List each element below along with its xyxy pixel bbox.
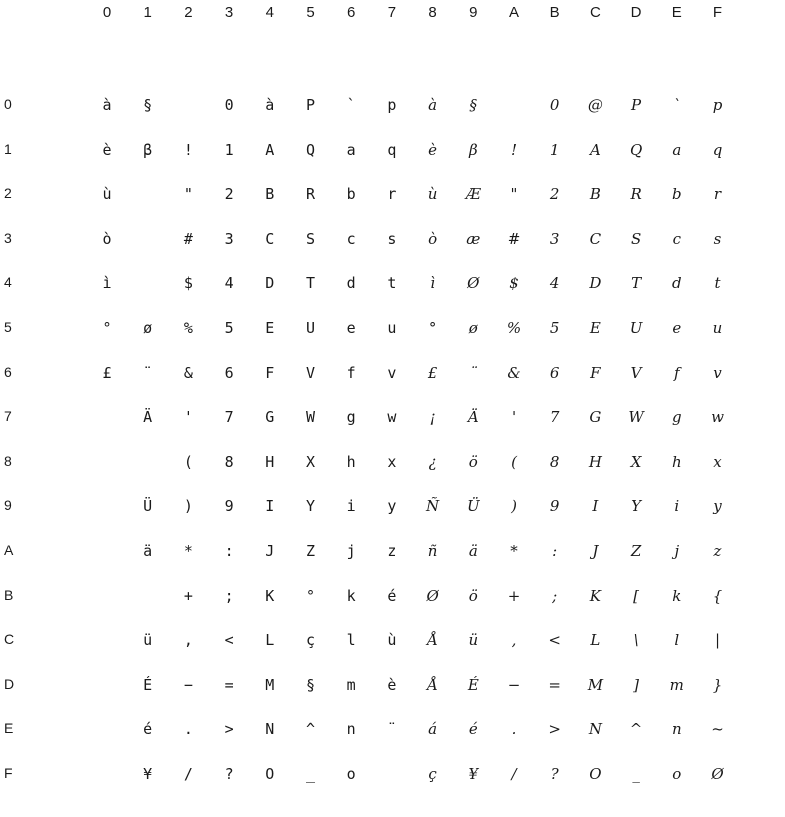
glyph-cell: 7 [224, 408, 234, 427]
glyph-cell: £ [427, 363, 438, 382]
glyph-cell: T [305, 274, 316, 293]
column-header: 3 [224, 4, 234, 21]
glyph-cell: Z [305, 542, 316, 560]
glyph-cell: ^ [305, 720, 316, 739]
column-header: 9 [469, 4, 478, 21]
row-header: 7 [4, 408, 12, 425]
glyph-cell: = [548, 675, 561, 694]
glyph-cell: à [102, 96, 112, 114]
glyph-cell: h [671, 452, 682, 471]
glyph-cell: D [589, 274, 602, 293]
row-header: 6 [4, 363, 12, 380]
glyph-cell: r [713, 185, 722, 204]
glyph-cell: + [183, 586, 193, 605]
glyph-cell: j [674, 542, 680, 560]
glyph-cell: É [143, 675, 153, 694]
glyph-cell: 2 [549, 185, 560, 204]
glyph-cell: é [468, 720, 478, 739]
glyph-cell: m [669, 675, 684, 694]
glyph-cell: G [265, 408, 275, 427]
glyph-cell: e [672, 319, 682, 337]
glyph-cell: $ [183, 274, 193, 293]
glyph-cell: X [630, 452, 642, 471]
glyph-cell: p [387, 96, 397, 114]
glyph-cell: N [588, 720, 602, 739]
glyph-cell: m [346, 675, 356, 694]
row-header: 4 [4, 274, 12, 291]
glyph-cell: J [265, 542, 275, 560]
row-header: B [4, 586, 14, 603]
row-header: 8 [4, 452, 12, 469]
glyph-cell: f [346, 363, 356, 382]
glyph-cell: £ [102, 363, 112, 382]
glyph-cell: c [672, 229, 681, 248]
glyph-cell: V [305, 363, 316, 382]
glyph-cell: ° [305, 586, 316, 605]
glyph-cell: Y [631, 497, 642, 516]
glyph-cell: 5 [549, 319, 560, 337]
glyph-cell: 5 [224, 319, 234, 337]
glyph-cell: 8 [224, 452, 234, 471]
glyph-cell: β [468, 140, 478, 159]
glyph-cell: 8 [549, 452, 560, 471]
glyph-cell: U [305, 319, 316, 337]
glyph-cell: b [671, 185, 682, 204]
glyph-cell: > [224, 720, 234, 739]
glyph-cell: ~ [711, 720, 724, 739]
glyph-cell: é [387, 586, 397, 605]
glyph-cell: ! [510, 140, 518, 159]
glyph-cell: y [387, 497, 397, 516]
glyph-cell: Z [630, 542, 642, 560]
column-header: 8 [428, 4, 437, 21]
glyph-cell: G [589, 408, 602, 427]
glyph-cell: 1 [224, 140, 234, 159]
row-header: 2 [4, 185, 12, 202]
glyph-cell: J [592, 542, 599, 560]
glyph-cell: ¥ [468, 765, 479, 783]
row-header: F [4, 765, 13, 781]
glyph-cell: . [183, 720, 193, 739]
row-header: 5 [4, 319, 12, 335]
glyph-cell: Y [305, 497, 316, 516]
glyph-cell: è [102, 140, 112, 159]
column-header: 1 [143, 4, 152, 21]
glyph-cell: F [265, 363, 275, 382]
glyph-cell: § [469, 96, 478, 114]
glyph-cell: w [387, 408, 397, 427]
glyph-cell: { [712, 586, 723, 605]
glyph-cell: Ø [711, 765, 724, 783]
glyph-cell: F [590, 363, 601, 382]
glyph-cell: & [183, 363, 193, 382]
row-header: D [4, 675, 15, 692]
glyph-cell: B [265, 185, 275, 204]
glyph-cell: v [387, 363, 397, 382]
glyph-cell: c [346, 229, 356, 248]
row-header: 1 [4, 140, 12, 157]
glyph-cell: b [346, 185, 356, 204]
glyph-cell: M [265, 675, 275, 694]
column-header: C [589, 4, 601, 21]
glyph-cell: 0 [549, 96, 560, 114]
glyph-cell: < [224, 631, 234, 650]
glyph-cell: z [387, 542, 397, 560]
glyph-cell: ò [102, 229, 112, 248]
glyph-cell: ø [468, 319, 478, 337]
glyph-cell: ( [183, 452, 193, 471]
glyph-cell: n [671, 720, 682, 739]
glyph-cell: ; [552, 586, 558, 605]
glyph-cell: Q [629, 140, 643, 159]
glyph-cell: ] [633, 675, 640, 694]
glyph-cell: a [672, 140, 682, 159]
glyph-cell: ü [468, 631, 479, 650]
column-header: E [671, 4, 682, 21]
glyph-cell: x [387, 452, 397, 471]
glyph-cell: l [674, 631, 680, 650]
glyph-cell: % [183, 319, 193, 337]
glyph-cell: ) [183, 497, 193, 516]
glyph-cell: P [305, 96, 316, 114]
glyph-cell: æ [466, 229, 481, 248]
glyph-cell: , [511, 631, 517, 650]
glyph-cell: r [387, 185, 397, 204]
glyph-cell: } [712, 675, 723, 694]
glyph-cell: h [346, 452, 356, 471]
glyph-cell: è [387, 675, 397, 694]
glyph-cell: @ [587, 96, 603, 114]
column-header: 6 [347, 4, 356, 21]
glyph-cell: K [589, 586, 601, 605]
glyph-cell: § [305, 675, 316, 694]
glyph-cell: ( [511, 452, 517, 471]
glyph-cell: ° [102, 319, 112, 337]
glyph-cell: e [346, 319, 356, 337]
glyph-cell: é [143, 720, 153, 739]
glyph-cell: ¡ [429, 408, 436, 427]
glyph-cell: : [224, 542, 234, 560]
glyph-cell: á [428, 720, 438, 739]
glyph-cell: " [510, 185, 518, 204]
glyph-cell: ç [305, 631, 316, 650]
glyph-cell: K [265, 586, 275, 605]
glyph-cell: ù [387, 631, 397, 650]
glyph-cell: ö [468, 586, 478, 605]
column-header: 0 [102, 4, 112, 21]
glyph-cell: = [224, 675, 234, 694]
glyph-cell: ? [550, 765, 559, 783]
glyph-cell: è [428, 140, 438, 159]
glyph-cell: ñ [427, 542, 438, 560]
glyph-cell: R [630, 185, 642, 204]
glyph-cell: I [265, 497, 275, 516]
glyph-cell: 0 [224, 96, 234, 114]
glyph-cell: Ñ [426, 497, 440, 516]
glyph-cell: ) [511, 497, 517, 516]
glyph-cell: d [671, 274, 682, 293]
glyph-cell: > [548, 720, 561, 739]
glyph-cell: ' [511, 408, 517, 427]
glyph-cell: ` [346, 96, 356, 114]
glyph-cell: f [674, 363, 680, 382]
glyph-cell: 4 [224, 274, 234, 293]
glyph-cell: ? [224, 765, 234, 783]
glyph-cell: W [305, 408, 316, 427]
glyph-cell: S [630, 229, 642, 248]
column-header: 2 [184, 4, 193, 21]
glyph-cell: t [387, 274, 397, 293]
glyph-cell: i [674, 497, 680, 516]
glyph-cell: k [346, 586, 356, 605]
column-header: 7 [387, 4, 397, 21]
glyph-cell: ö [468, 452, 478, 471]
glyph-cell: 4 [549, 274, 560, 293]
glyph-cell: p [712, 96, 723, 114]
glyph-cell: H [265, 452, 275, 471]
glyph-cell: u [387, 319, 397, 337]
glyph-cell: Ø [426, 586, 439, 605]
glyph-cell: T [631, 274, 642, 293]
glyph-cell: ¨ [469, 363, 478, 382]
glyph-cell: 9 [549, 497, 560, 516]
glyph-cell: ¨ [143, 363, 153, 382]
glyph-cell: l [346, 631, 356, 650]
glyph-cell: * [183, 542, 193, 560]
glyph-cell: , [183, 631, 193, 650]
glyph-cell: [ [633, 586, 640, 605]
glyph-cell: ü [143, 631, 153, 650]
column-header: B [549, 4, 560, 21]
glyph-cell: P [631, 96, 642, 114]
glyph-cell: 9 [224, 497, 234, 516]
glyph-cell: d [346, 274, 356, 293]
glyph-cell: / [511, 765, 517, 783]
glyph-cell: C [589, 229, 602, 248]
glyph-cell: ç [428, 765, 437, 783]
glyph-cell: 3 [549, 229, 560, 248]
column-header: 5 [306, 4, 315, 21]
glyph-cell: u [712, 319, 723, 337]
glyph-cell: − [183, 675, 193, 694]
glyph-cell: É [467, 675, 479, 694]
glyph-cell: C [265, 229, 275, 248]
glyph-cell: v [713, 363, 722, 382]
glyph-cell: ì [430, 274, 435, 293]
glyph-cell: ! [183, 140, 193, 159]
glyph-cell: " [183, 185, 193, 204]
glyph-cell: H [588, 452, 602, 471]
glyph-cell: M [587, 675, 604, 694]
column-header: D [630, 4, 642, 21]
glyph-cell: ¿ [428, 452, 437, 471]
glyph-cell: ¨ [387, 720, 397, 739]
glyph-cell: S [305, 229, 316, 248]
glyph-cell: o [672, 765, 682, 783]
glyph-cell: 7 [549, 408, 560, 427]
glyph-cell: à [428, 96, 438, 114]
glyph-cell: à [265, 96, 275, 114]
glyph-cell: Ä [467, 408, 479, 427]
glyph-cell: N [265, 720, 275, 739]
glyph-cell: # [507, 229, 521, 248]
glyph-cell: x [713, 452, 722, 471]
glyph-cell: _ [632, 765, 640, 783]
glyph-cell: − [507, 675, 521, 694]
glyph-cell: I [592, 497, 599, 516]
glyph-cell: * [510, 542, 518, 560]
glyph-cell: t [714, 274, 721, 293]
row-header: C [4, 631, 15, 648]
glyph-cell: β [143, 140, 153, 159]
glyph-cell: y [713, 497, 722, 516]
glyph-cell: z [713, 542, 722, 560]
glyph-cell: B [589, 185, 601, 204]
glyph-cell: ä [468, 542, 478, 560]
glyph-cell: w [711, 408, 724, 427]
glyph-cell: % [506, 319, 522, 337]
row-header: 9 [4, 497, 12, 514]
glyph-cell: ù [427, 185, 438, 204]
glyph-cell: Å [427, 675, 439, 694]
glyph-cell: O [265, 765, 275, 783]
glyph-cell: L [265, 631, 275, 650]
glyph-cell: Ü [466, 497, 480, 516]
glyph-cell: : [552, 542, 558, 560]
glyph-cell: § [143, 96, 153, 114]
glyph-cell: U [629, 319, 643, 337]
glyph-cell: s [713, 229, 722, 248]
glyph-cell: ; [224, 586, 234, 605]
glyph-cell: q [387, 140, 397, 159]
glyph-cell: < [548, 631, 561, 650]
glyph-cell: # [183, 229, 193, 248]
glyph-cell: $ [509, 274, 519, 293]
glyph-cell: o [346, 765, 356, 783]
glyph-cell: ° [428, 319, 437, 337]
glyph-cell: + [507, 586, 521, 605]
glyph-cell: \ [633, 631, 639, 650]
glyph-cell: A [589, 140, 601, 159]
glyph-cell: ä [143, 542, 153, 560]
glyph-cell: V [630, 363, 642, 382]
glyph-cell: 6 [224, 363, 234, 382]
glyph-cell: q [712, 140, 723, 159]
glyph-cell: W [628, 408, 644, 427]
glyph-cell: a [346, 140, 356, 159]
glyph-cell: 2 [224, 185, 234, 204]
column-header: F [712, 4, 723, 21]
glyph-cell: X [305, 452, 316, 471]
glyph-cell: g [671, 408, 682, 427]
glyph-cell: E [589, 319, 601, 337]
glyph-cell: | [714, 631, 721, 650]
glyph-cell: E [265, 319, 275, 337]
glyph-cell: ¥ [143, 765, 153, 783]
glyph-cell: ^ [629, 720, 643, 739]
glyph-cell: j [346, 542, 356, 560]
glyph-cell: L [590, 631, 601, 650]
glyph-cell: Å [427, 631, 439, 650]
glyph-cell: R [305, 185, 316, 204]
glyph-cell: 1 [549, 140, 560, 159]
glyph-cell: g [346, 408, 356, 427]
row-header: E [4, 720, 14, 737]
row-header: 0 [4, 96, 12, 112]
glyph-cell: s [387, 229, 397, 248]
glyph-cell: O [589, 765, 602, 783]
column-header: 4 [265, 4, 274, 21]
glyph-cell: & [507, 363, 521, 382]
glyph-cell: Ü [143, 497, 153, 516]
glyph-cell: ` [673, 96, 681, 114]
glyph-cell: A [265, 140, 275, 159]
glyph-cell: ø [143, 319, 153, 337]
glyph-cell: k [672, 586, 682, 605]
glyph-cell: Ø [467, 274, 480, 293]
glyph-cell: Æ [465, 185, 481, 204]
glyph-cell: ' [183, 408, 193, 427]
glyph-cell: _ [305, 765, 316, 783]
glyph-cell: 3 [224, 229, 234, 248]
row-header: 3 [4, 229, 12, 246]
row-header: A [4, 542, 14, 558]
glyph-cell: ì [102, 274, 112, 293]
glyph-cell: . [511, 720, 517, 739]
glyph-cell: Q [305, 140, 316, 159]
glyph-cell: n [346, 720, 356, 739]
glyph-cell: ò [428, 229, 438, 248]
glyph-cell: i [346, 497, 356, 516]
column-header: A [508, 4, 519, 21]
glyph-cell: D [265, 274, 275, 293]
glyph-cell: / [183, 765, 193, 783]
glyph-cell: ù [102, 185, 112, 204]
glyph-cell: 6 [549, 363, 560, 382]
glyph-cell: Ä [143, 408, 153, 427]
